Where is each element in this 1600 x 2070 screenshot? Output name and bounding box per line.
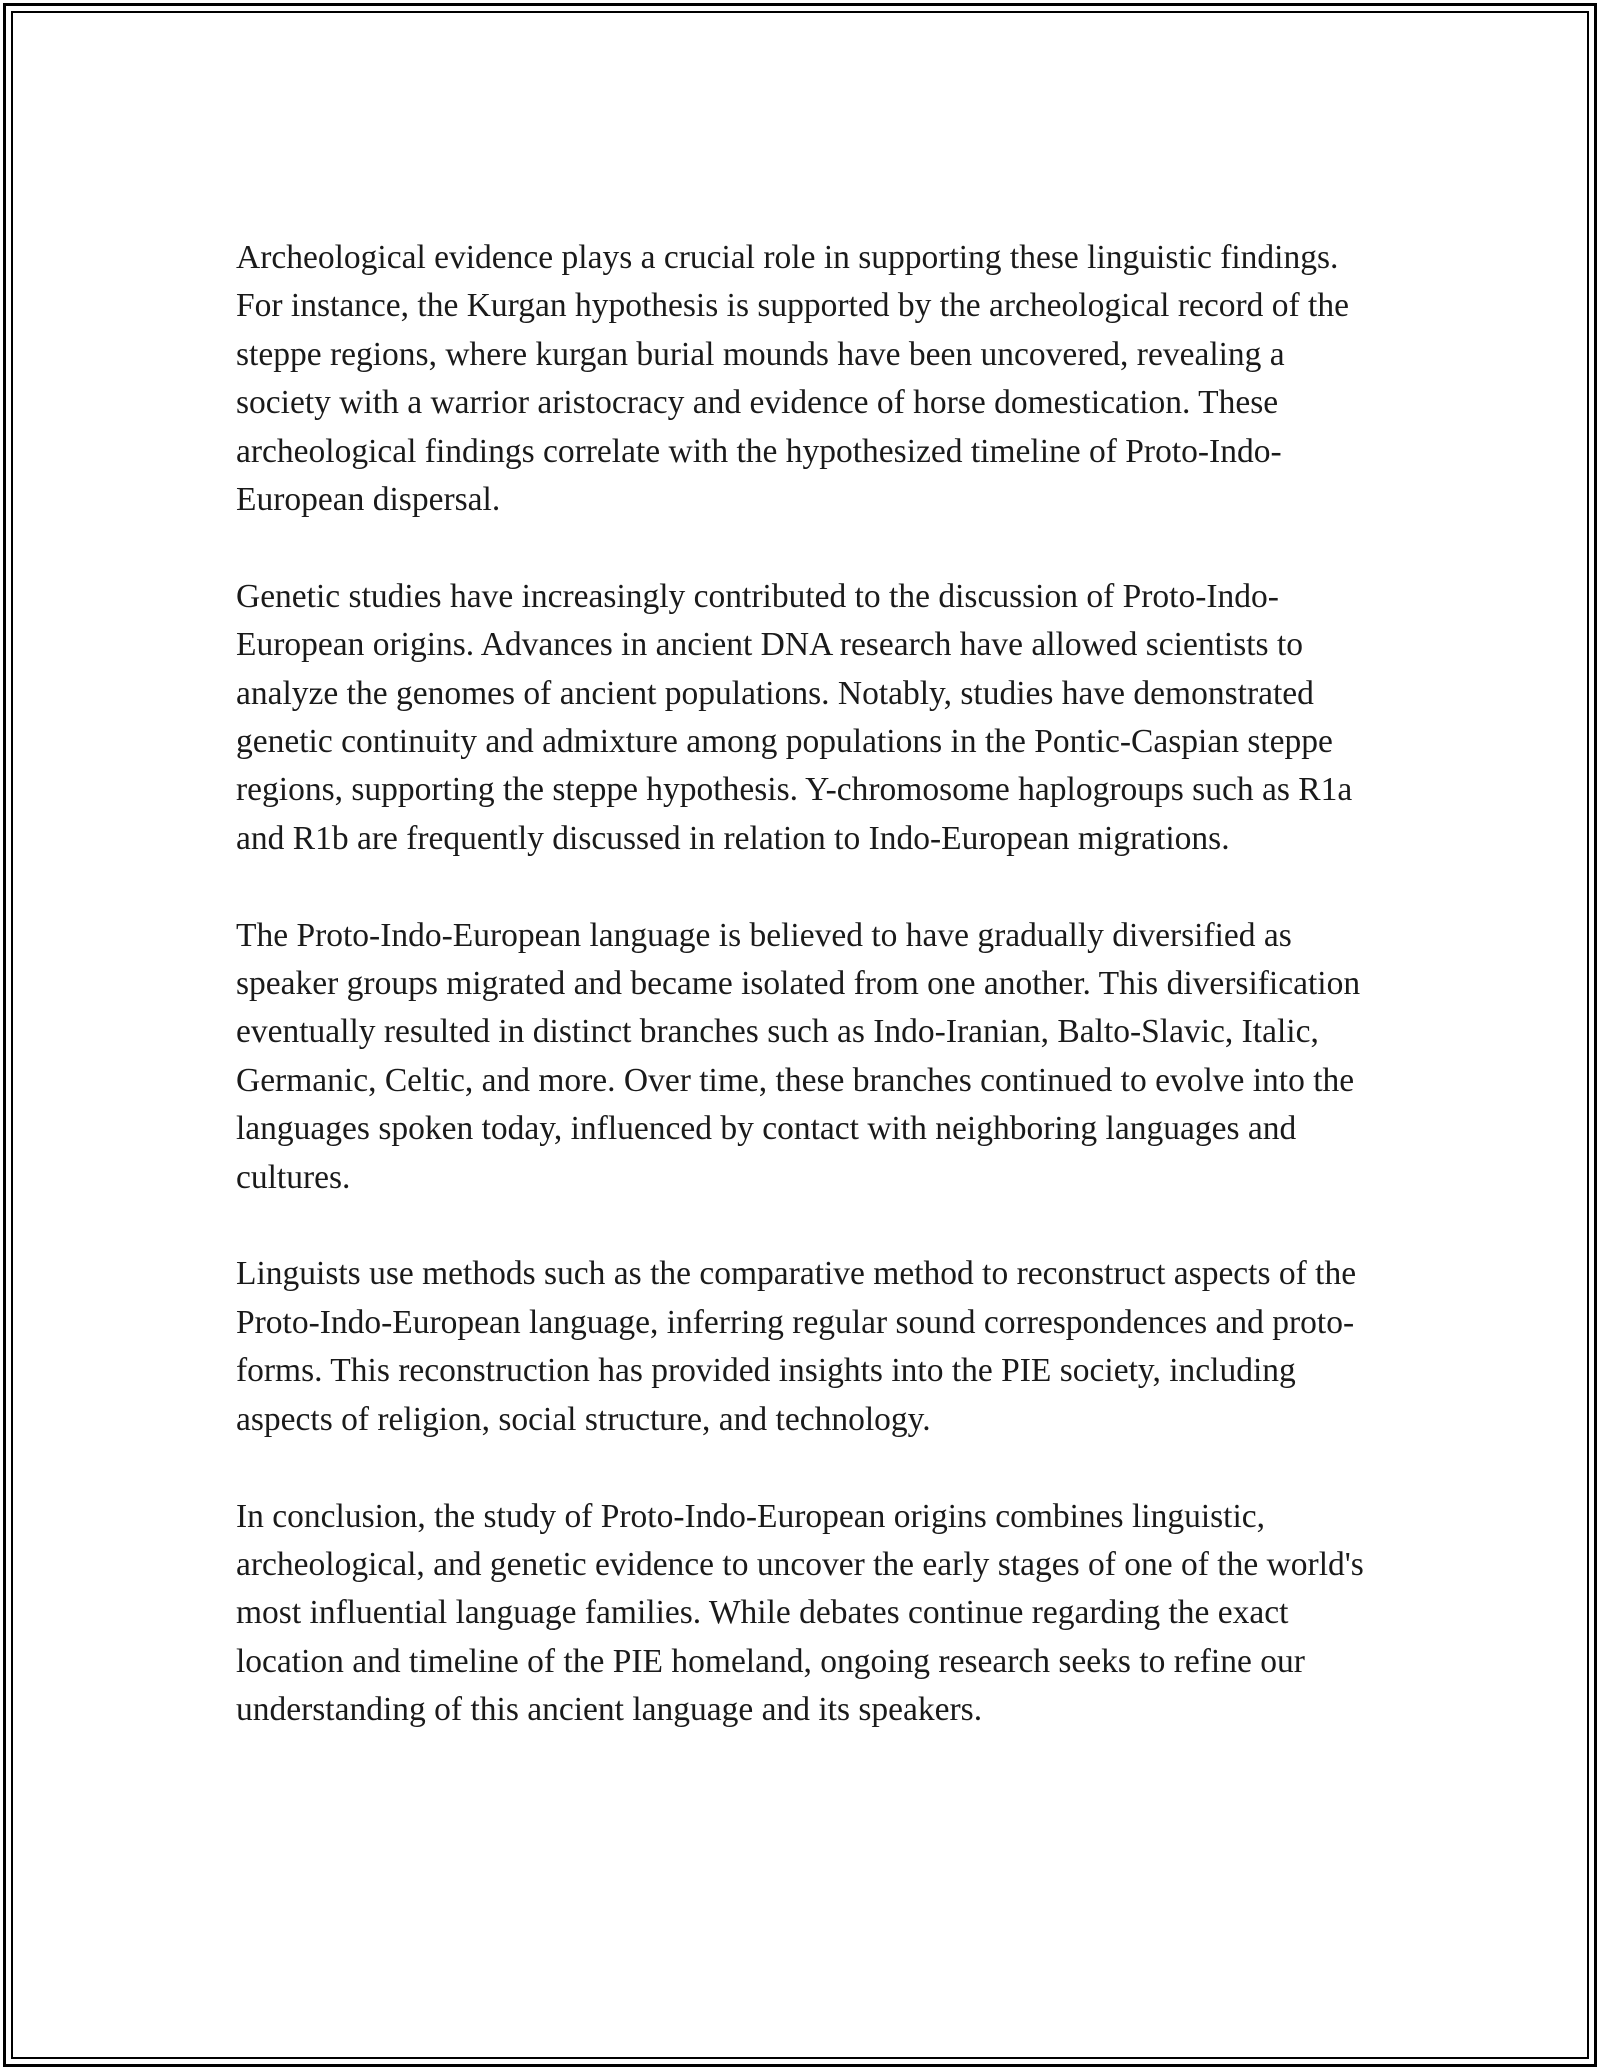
document-body <box>236 234 1376 1783</box>
paragraph-conclusion: In conclusion, the study of Proto-Indo-European origins combines linguistic, archeological, and genetic evidence to uncover the early stages of one of the world's most influential language families. While debates continue regarding the exact location and timeline of the PIE homeland, ongoing research seeks to refine our understanding of this ancient language and its speakers. <box>236 1497 1364 1729</box>
paragraph-language-diversification: The Proto-Indo-European language is believed to have gradually diversified as speaker groups migrated and became isolated from one another. This diversification eventually resulted in distinct branches such as Indo-Iranian, Balto-Slavic, Italic, Germanic, Celtic, and more. Over time, these branches continued to evolve into the languages spoken today, influenced by contact with neighboring languages and cultures. <box>236 916 1361 1196</box>
paragraph-archeological-evidence: Archeological evidence plays a crucial role in supporting these linguistic findings. For instance, the Kurgan hypothesis is supported by the archeological record of the steppe regions, where kurgan burial mounds have been uncovered, revealing a society with a warrior aristocracy and evidence of horse domestication. These archeological findings correlate with the hypothesized timeline of Proto-Indo-European dispersal. <box>236 239 1349 519</box>
paragraph-genetic-studies: Genetic studies have increasingly contributed to the discussion of Proto-Indo-European origins. Advances in ancient DNA research have allowed scientists to analyze the genomes of ancient populations. Notably, studies have demonstrated genetic continuity and admixture among populations in the Pontic-Caspian steppe regions, supporting the steppe hypothesis. Y-chromosome haplogroups such as R1a and R1b are frequently discussed in relation to Indo-European migrations. <box>236 577 1353 857</box>
paragraph-comparative-method: Linguists use methods such as the comparative method to reconstruct aspects of the Proto-Indo-European language, inferring regular sound correspondences and proto-forms. This reconstruction has provided insights into the PIE society, including aspects of religion, social structure, and technology. <box>236 1255 1357 1438</box>
